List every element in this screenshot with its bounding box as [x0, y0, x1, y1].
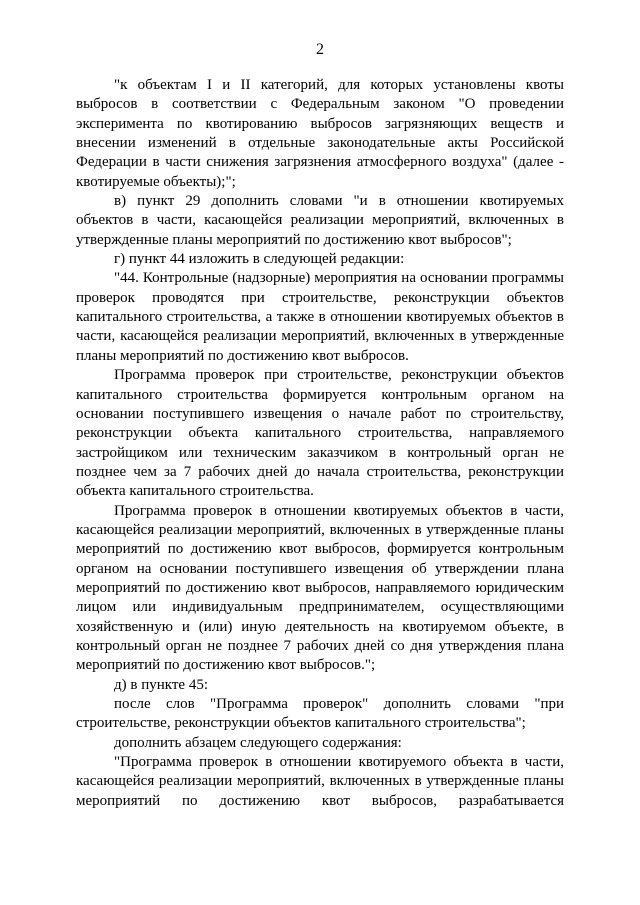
paragraph-categories-quote: "к объектам I и II категорий, для которых установлены квоты выбросов в соответствии с Федеральным законом "О проведении эксперимента по квотированию выбросов загрязняющих веществ и внесении изменений в отдельные законодательные акты Российской Федерации в части снижения загрязнения атмосферного воздуха" (далее - квотируемые объекты);"; — [76, 77, 564, 190]
document-body — [76, 76, 564, 811]
paragraph-add-abzac: дополнить абзацем следующего содержания: — [114, 734, 402, 751]
page-number: 2 — [316, 41, 324, 58]
paragraph-quota-program: Программа проверок в отношении квотируемых объектов в части, касающейся реализации мероприятий, включенных в утвержденные планы мероприятий по достижению квот выбросов, формируется контрольным органом на основании поступившего извещения об утверждении плана мероприятий по достижению квот выбросов, направляемого юридическим лицом или индивидуальным предпринимателем, осуществляющими хозяйственную и (или) иную деятельность на квотируемом объекте, в контрольный орган не позднее 7 рабочих дней со дня утверждения плана мероприятий по достижению квот выбросов."; — [76, 502, 564, 674]
paragraph-after-words: после слов "Программа проверок" дополнить словами "при строительстве, реконструкции объектов капитального строительства"; — [76, 696, 564, 732]
paragraph-item-d: д) в пункте 45: — [114, 676, 208, 693]
paragraph-point-44: "44. Контрольные (надзорные) мероприятия на основании программы проверок проводятся при строительстве, реконструкции объектов капитального строительства, а также в отношении квотируемых объектов в части, касающейся реализации мероприятий, включенных в утвержденные планы мероприятий по достижению квот выбросов. — [76, 270, 564, 364]
paragraph-item-v: в) пункт 29 дополнить словами "и в отношении квотируемых объектов в части, касающейся реализации мероприятий, включенных в утвержденные планы мероприятий по достижению квот выбросов"; — [76, 193, 564, 248]
paragraph-construction-program: Программа проверок при строительстве, реконструкции объектов капитального строительства формируется контрольным органом на основании поступившего извещения о начале работ по строительству, реконструкции объекта капитального строительства, направляемого застройщиком или техническим заказчиком в контрольный орган не позднее чем за 7 рабочих дней до начала строительства, реконструкции объекта капитального строительства. — [76, 367, 564, 500]
paragraph-item-g: г) пункт 44 изложить в следующей редакции: — [114, 251, 405, 268]
paragraph-quota-object-program: "Программа проверок в отношении квотируемого объекта в части, касающейся реализации мероприятий, включенных в утвержденные планы мероприятий по достижению квот выбросов, разрабатывается — [76, 754, 564, 809]
